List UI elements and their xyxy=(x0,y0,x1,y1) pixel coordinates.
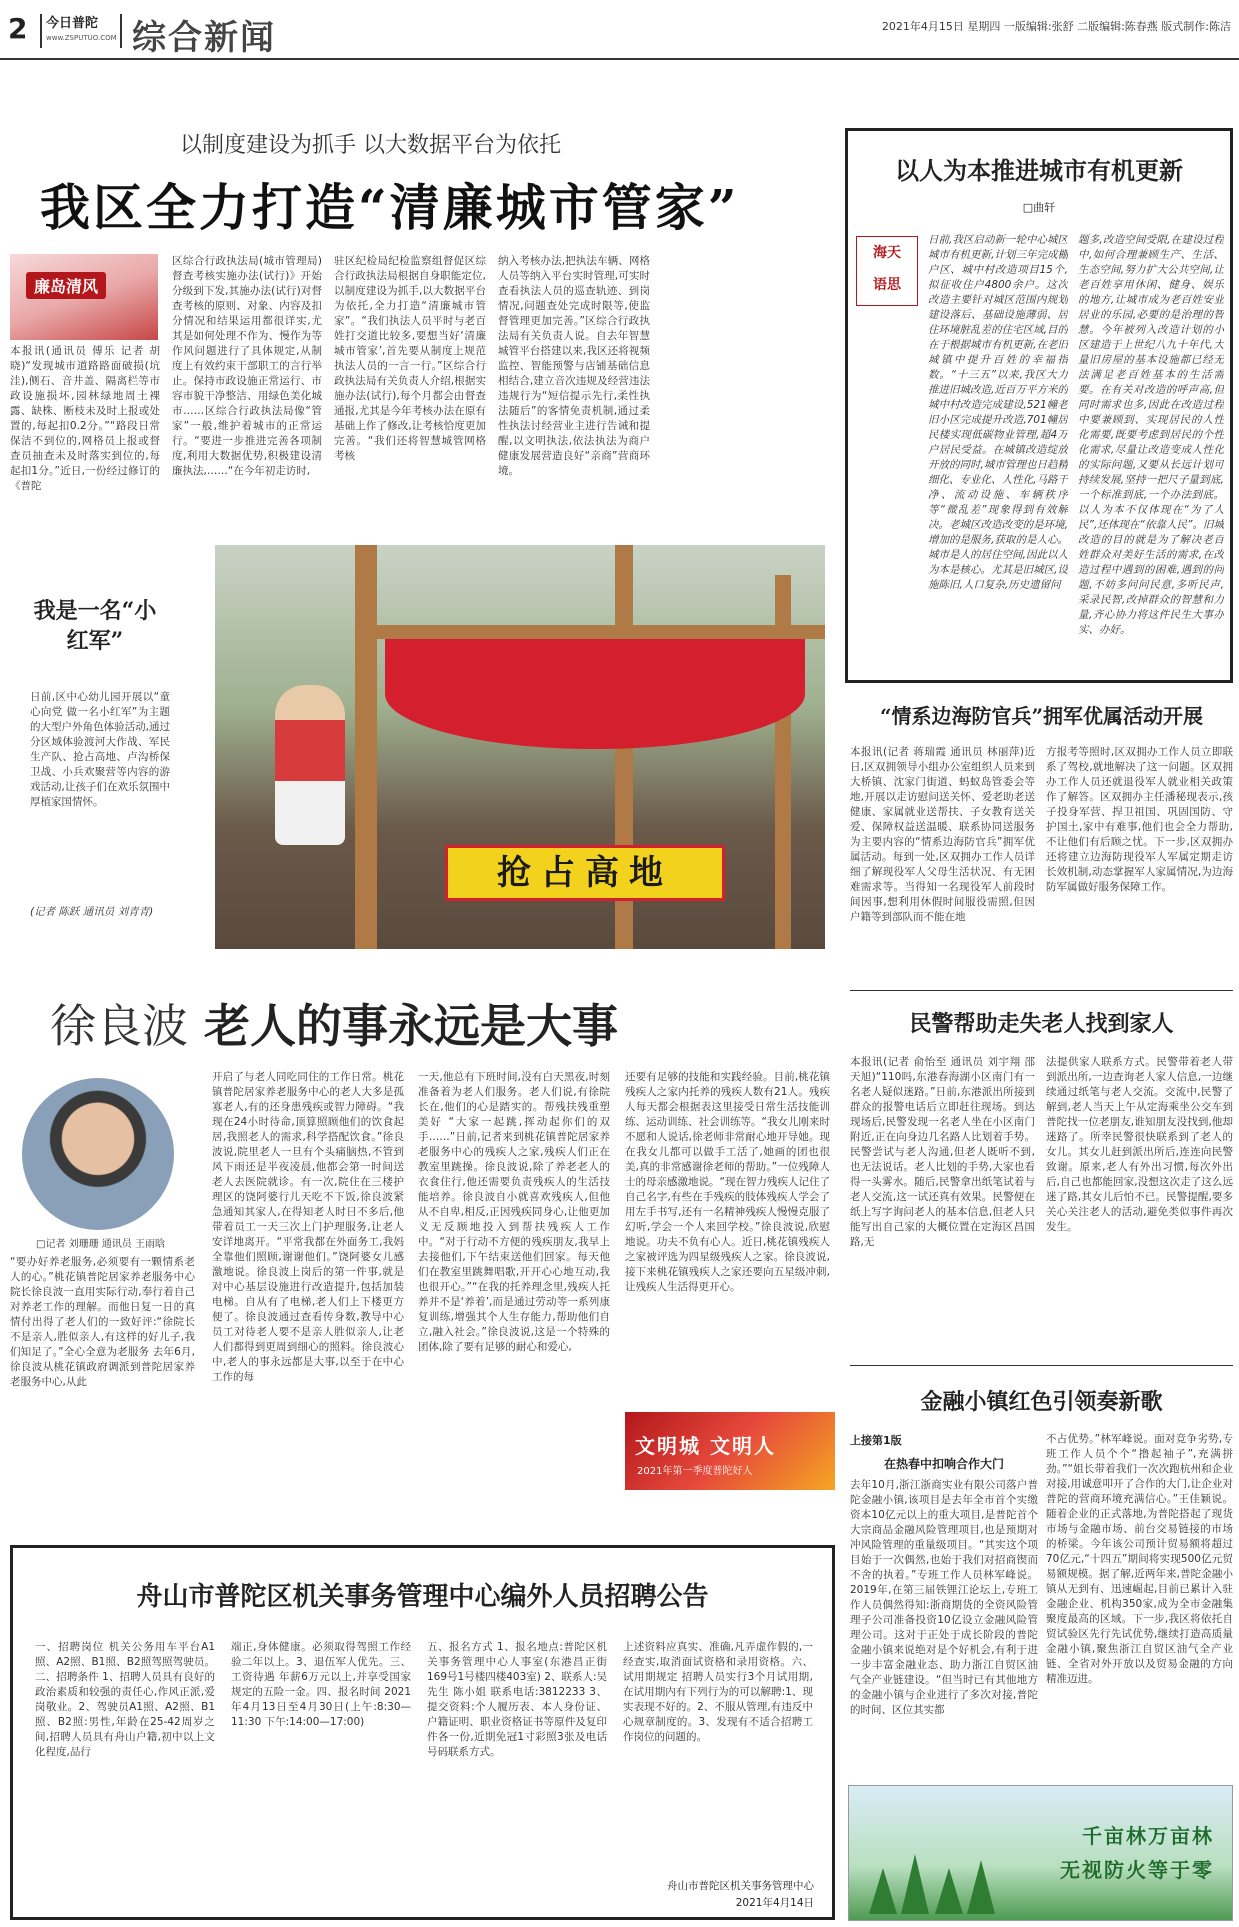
story6-col1: 去年10月,浙江浙商实业有限公司落户普陀金融小镇,该项目是去年全市首个实缴资本10亿元以上的重大项目,是普陀首个大宗商品金融风险管理项目,也是预期对冲风险管理的重量级项目。“其实这个项目始于一次偶然,也始于我们对招商锲而不舍的执着。”专班工作人员林军峰说。2019年,在第三届铁锂江论坛上,专班工作人员偶然得知:浙商期货的全资风险管理子公司准备投资10亿设立金融风险管理公司。这对于正处于成长阶段的普陀金融小镇来说绝对是个好机会,有利于进一步丰富金融业态、助力浙江自贸区油气全产业链建设。“但当时已有其他地方的金融小镇与企业进行了多次对接,普陀的时间、区位其实都 xyxy=(850,1479,1038,1716)
wood-beam xyxy=(355,625,825,639)
story1-col4: 纳入考核办法,把执法车辆、网格人员等纳入平台实时管理,可实时查看执法人员的巡查轨迹、到岗情况,问题查处完成时限等,使监督管理更加完善。”区综合行政执法局有关负责人说。自去年智慧城管平台搭建以来,我区还将视频监控、智能预警与店铺基础信息相结合,建立音次违规及经营违法违规行为“短信提示先行,柔性执法随后”的客情免责机制,通过柔性执法讨经营业主进行告诫和提醒,以文明执法,依法执法为商户健康发展营造良好“亲商”营商环境。 xyxy=(498,255,650,477)
commentary-box xyxy=(845,128,1233,683)
image-badge: 廉岛清风 xyxy=(26,272,106,299)
story1-col1: 本报讯(通讯员 傅乐 记者 胡晓)“发现城市道路路面破损(坑洼),侧石、音井盖、隔离栏等市政设施损坏,园林绿地周土裸露、缺株、断枝未及时上报或处置的,每起扣0.2分。”“路段日常保洁不到位的,网格员上报或督查员抽查未及时落实到位的,每起扣1分。”近日,一份经过修订的《普陀 xyxy=(10,345,160,492)
story4-title: 老人的事永远是大事 xyxy=(204,999,619,1053)
story1-subtitle: 以制度建设为抓手 以大数据平台为依托 xyxy=(180,133,561,158)
divider xyxy=(850,1365,1233,1366)
tree-icon xyxy=(935,1868,963,1914)
story1-headline: 我区全力打造“清廉城市管家” xyxy=(40,178,740,237)
commentary-author: □曲轩 xyxy=(1022,201,1056,214)
divider xyxy=(850,990,1233,991)
story5-headline: 民警帮助走失老人找到家人 xyxy=(909,1011,1174,1037)
fire-prevention-ad xyxy=(848,1785,1233,1921)
photo-story-title: 我是一名“小红军” xyxy=(33,598,157,654)
badge-subtitle: 2021年第一季度普陀好人 xyxy=(637,1466,753,1477)
story6-headline: 金融小镇红色引领奏新歌 xyxy=(920,1389,1163,1415)
logo-url: www.ZSPUTUO.COM xyxy=(46,34,117,42)
tree-icon xyxy=(869,1868,897,1914)
header-divider xyxy=(0,58,1239,60)
tree-icon xyxy=(901,1854,929,1914)
recruitment-sign-org: 舟山市普陀区机关事务管理中心 xyxy=(667,1880,814,1892)
recruitment-notice xyxy=(10,1545,835,1920)
badge-title: 文明城 文明人 xyxy=(635,1434,776,1458)
fire-ad-line2: 无视防火等于零 xyxy=(1060,1858,1214,1882)
child-figure xyxy=(275,685,345,845)
recruitment-sign-date: 2021年4月14日 xyxy=(735,1897,814,1909)
story3-col2: 方报考等照时,区双拥办工作人员立即联系了驾校,就地解决了这一问题。区双拥办工作人员还就退役军人就业相关政策作了解答。区双拥办主任潘秘现表示,孩子投身军营、捍卫祖国、巩固国防、守护国土,家中有难事,他们也会全力帮助,不让他们有后顾之忧。下一步,区双拥办还将建立边海防现役军人军属定期走访长效机制,动态掌握军人家属情况,为边海防军属做好服务保障工作。 xyxy=(1046,746,1233,893)
story4-name: 徐良波 xyxy=(50,999,188,1053)
story4-col2: 开启了与老人同吃同住的工作日常。桃花镇普陀居家养老服务中心的老人大多是孤寡老人,有的还身患残疾或智力障碍。“我现在24小时待命,顶算照顾他们的饮食起居,我照老人的需求,科学搭配饮食。”徐良波说,院里老人一旦有个头痛脑热,不管到风下雨还是半夜凌晨,他都会第一时间送老人去医院就诊。有一次,院住在三楼护理区的饶阿婆行儿天吃不下饭,徐良波紧急通知其家人,在得知老人时日不多后,他带着员工一天三次上门护理服务,让老人安详地离开。“平常我都在外面务工,我妈全靠他们照顾,谢谢他们。”饶阿婆女儿感激地说。徐良波上岗后的第一件事,就是对中心基层设施进行改造提升,包括加装电梯。自从有了电梯,老人们上下楼更方便了。徐良波通过查看传身数,教导中心员工对待老人要不是亲人胜似亲人,让老人们都得到更周到细心的照料。徐良波心中,老人的事永远都是大事,以至于在中心工作的每 xyxy=(212,1071,404,1383)
story4-col1: “要办好养老服务,必须要有一颗情系老人的心。”桃花镇普陀居家养老服务中心院长徐良波一直用实际行动,奉行着自己对养老工作的理解。而他日复一日的真情付出得了老人们的一致好评:“徐院长不是亲人,胜似亲人,有这样的好儿子,我们知足了。”全心全意为老服务 去年6月,徐良波从桃花镇政府调派到普陀居家养老服务中心,从此 xyxy=(10,1256,195,1388)
kindergarten-photo xyxy=(215,545,825,949)
section-title: 综合新闻 xyxy=(132,18,276,58)
photo-story-caption: 日前,区中心幼儿园开展以“童心向党 做一名小红军”为主题的大型户外角色体验活动,通过分区域体验渡河大作战、军民生产队、抢占高地、卢沟桥保卫战、小兵欢聚营等内容的游戏活动,让孩子们在欢乐氛围中厚植家国情怀。 xyxy=(30,691,170,808)
newspaper-logo xyxy=(40,14,122,48)
red-banner xyxy=(385,639,805,749)
recruitment-col3: 五、报名方式 1、报名地点:普陀区机关事务管理中心人事室(东港昌正街169号1号楼四楼403室) 2、联系人:吴先生 陈小姐 联系电话:3812233 3、提交资料:个人履历表、本人身份证、户籍证明、职业资格证书等原件及复印件各一份,近期免冠1寸彩照3张及电话号码联系方式。 xyxy=(427,1641,607,1758)
story1-col2: 区综合行政执法局(城市管理局)督查考核实施办法(试行)》开始分级到下发,其施办法(试行)对督查考核的原则、对象、内容及扣分情况和结果运用都很详实,尤其是如何处理不作为、慢作为等作风问题进行了具体规定,从制度上有效约束干部职工的言行举止。保持市政设施正常运行、市容市貌干净整洁、用绿色美化城市……区综合行政执法局像“管家”一般,维护着城市的正常运行。“要进一步推进完善各项制度,利用大数据优势,积极建设清廉执法,……“在今年初走访时, xyxy=(172,255,322,477)
recruitment-col4: 上述资料应真实、准确,凡弄虚作假的,一经查实,取消面试资格和录用资格。六、试用期规定 招聘人员实行3个月试用期,在试用期内有下列行为的可以解聘:1、现实表现不好的。2、不服从管理,有违反中心规章制度的。3、发现有不适合招聘工作岗位的问题的。 xyxy=(623,1641,813,1743)
portrait-caption: □记者 刘珊珊 通讯员 王雨晗 xyxy=(36,1239,165,1250)
continued-from: 上接第1版 xyxy=(850,1434,902,1447)
story4-headline xyxy=(50,990,618,1056)
portrait-photo xyxy=(22,1078,174,1230)
story6-col2: 不占优势。”林军峰说。面对竞争劣势,专班工作人员个个“撸起袖子”,充满拼劲。”“姐长带着我们一次次跑杭州和企业对接,用诚意叩开了合作的大门,让企业对普陀的营商环境充满信心。”王佳颖说。随着企业的正式落地,为普陀搭起了现货市场与金融市场、前台交易链接的市场的桥梁。今年该公司预计贸易额将超过70亿元,“十四五”期间将实现500亿元贸易额规模。据了解,近两年来,普陀金融小镇从无到有、迅速崛起,目前已累计入驻金融企业、机构350家,成为全市金融集聚度最高的区域。下一步,我区将依托自贸试验区先行先试优势,继续打造高质量金融小镇,聚焦浙江自贸区油气全产业链、全省对外开放以及贸易金融的方向精准迈进。 xyxy=(1046,1433,1233,1685)
photo-story-credit: (记者 陈跃 通讯员 刘青青) xyxy=(30,906,154,918)
commentary-headline: 以人为本推进城市有机更新 xyxy=(895,156,1183,185)
commentary-col1: 日前,我区启动新一轮中心城区城市有机更新,计划三年完成棚户区、城中村改造项目15个,拟征收住户4800余户。这次改造主要针对城区范围内规划建设落后、基础设施薄弱、居住环境脏乱差的住宅区域,目的在于根据城市有机更新,在老旧城镇中提升百姓的幸福指数。“十三五”以来,我区大力推进旧城改造,近百万平方米的城中村改造完成建设,521幢老旧小区完成提升改造,701幢居民楼实现低碳物业管理,超4万户居民受益。在城镇改造绽放开放的同时,城市管理也日趋精细化、专业化、人性化,马路干净、流动设施、车辆秩序等“微乱差”现象得到有效解决。老城区改造改变的是环境,增加的是服务,获取的是人心。城市是人的居住空间,因此以人为本是核心。尤其是旧城区,设施陈旧,人口复杂,历史遗留问 xyxy=(928,234,1068,591)
column-badge xyxy=(856,236,918,306)
recruitment-headline: 舟山市普陀区机关事务管理中心编外人员招聘公告 xyxy=(136,1582,709,1612)
lian-dao-qing-feng-image xyxy=(10,254,158,340)
wood-post xyxy=(355,545,377,949)
logo-text: 今日普陀 xyxy=(46,16,99,31)
story4-col4: 还要有足够的技能和实践经验。目前,桃花镇残疾人之家内托养的残疾人数有21人。残疾人每天都会根据表这里接受日常生活技能训练、运动训练、社会训练等。“我女儿刚来时不愿和人说话,徐老师非常耐心地开导她。现在我女儿都可以做手工活了,她画的团也很美,真的非常感谢徐老师的帮助。”一位残障人士的母亲感激地说。“现在智力残疾人记住了自己名字,有些在手残疾的肢体残疾人学会了用左手书写,还有一名精神残疾人慢慢克服了幻听,学会一个人来回学校。”徐良波说,欣慰地说。功夫不负有心人。近日,桃花镇残疾人之家被评选为四星级残疾人之家。徐良波说,接下来桃花镇残疾人之家还要向五星级冲刺,让残疾人生活得更开心。 xyxy=(625,1071,830,1293)
good-people-badge xyxy=(625,1412,835,1490)
recruitment-col1: 一、招聘岗位 机关公务用车平台A1照、A2照、B1照、B2照驾照驾驶员。二、招聘条件 1、招聘人员具有良好的政治素质和较强的责任心,作风正派,爱岗敬业。2、驾驶员A1照、A2照、B1照、B2照:男性,年龄在25-42周岁之间,招聘人员具有舟山户籍,初中以上文化程度,品行 xyxy=(35,1641,215,1758)
recruitment-col2: 端正,身体健康。必须取得驾照工作经验二年以上。3、退伍军人优先。三、工资待遇 年薪6万元以上,并享受国家规定的五险一金。四、报名时间 2021年4月13日至4月30日(上午:8:30—11:30 下午:14:00—17:00) xyxy=(231,1641,411,1728)
story5-col1: 本报讯(记者 俞怡至 通讯员 刘宇翔 邵天旭)“110吗,东港春海湖小区南门有一名老人疑似迷路。”日前,东港派出所接到群众的报警电话后立即赶往现场。到达现场后,民警发现一名老人坐在小区南门附近,正在向身边几名路人比划着手势。民警尝试与老人沟通,但老人既听不到,也无法说话。老人比划的手势,大家也看得一头雾水。随后,民警拿出纸笔试着与老人交流,这一试还真有效果。民警便在纸上写字询问老人的基本信息,但老人只能写出自己家的大概位置在定海区昌国路,无 xyxy=(850,1056,1035,1248)
page-number: 2 xyxy=(8,12,28,45)
story1-col3: 驻区纪检局纪检监察组督促区综合行政执法局根据自身职能定位,以制度建设为抓手,以大数据平台为依托,全力打造“清廉城市管家”。“我们执法人员平时与老百姓打交道比较多,要想当好‘清廉城市管家’,首先要从制度上规范执法人员的一言一行。”区综合行政执法局有关负责人介绍,根据实施办法(试行),每个月都会由督查通报,尤其是今年考核办法在原有基础上作了修改,让考核恰度更加完善。“我们还将智慧城管网格考核 xyxy=(334,255,486,462)
photo-sign: 抢占高地 xyxy=(445,845,725,901)
column-badge-line1: 海天 xyxy=(873,245,901,261)
story4-col3: 一天,他总有下班时间,没有白天黑夜,时刻准备着为老人们服务。老人们说,有徐院长在,他们的心是踏实的。帮残扶残重塑美好 “大家一起跳,挥动起你们的双手……”日前,记者来到桃花镇普陀居家养老服务中心的残疾人之家,残疾人们正在教室里跳操。徐良波说,除了养老老人的衣食住行,他还需要负责残疾人的生活技能培养。徐良波自小就喜欢残疾人,但他从不自卑,相反,正因残疾同身心,让他更加义无反顾地投入到帮扶残疾人工作中。“对于行动不方便的残疾朋友,我早上去接他们,下午结束送他们回家。每天他们在教室里跳舞唱歌,开开心心地互动,我也很开心。”“在我的托养理念里,残疾人托养并不是‘养着’,而是通过劳动等一系列康复训练,增强其个人生存能力,帮助他们自立,融入社会。”徐良波说,这是一个特殊的团体,除了要有足够的耐心和爱心, xyxy=(418,1071,610,1353)
story3-col1: 本报讯(记者 蒋瑞霞 通讯员 林丽萍)近日,区双拥领导小组办公室组织人员来到大桥镇、沈家门街道、蚂蚁岛管委会等地,开展以走访慰问送关怀、爱老助老送健康、家属就业送帮扶、子女教育送关爱、保障权益送温暖、联系协同送服务为主要内容的“情系边海防官兵”拥军优属活动。每到一处,区双拥办工作人员详细了解现役军人父母生活状况、有无困难需求等。当得知一名现役军人前段时间因事,想利用休假时间服役需照,但因户籍等到部队而不能在地 xyxy=(850,746,1035,923)
story6-subhead: 在热春中扣响合作大门 xyxy=(883,1457,1004,1471)
fire-ad-line1: 千亩林万亩林 xyxy=(1082,1824,1214,1848)
column-badge-line2: 语思 xyxy=(873,277,901,293)
commentary-col2: 题多,改造空间受限,在建设过程中,如何合理兼顾生产、生活、生态空间,努力扩大公共空间,让老百姓享用休闲、健身、娱乐的地方,让城市成为老百姓安业居业的乐园,必要的是治理的智慧。今年被列入改造计划的小区建造于上世纪八九十年代,大量旧房屋的基本设施都已经无法满足老百姓基本的生活需要。在有关对改造的呼声高,但同时需求也多,因此在改造过程中要兼顾到、实现居民的人性化需要,既要考虑到居民的个性化需求,尽量让改造变成人性化的实际问题,又要从长远计划可持续发展,坚持一把尺子量到底,一个标准到底,一个办法到底。以人为本不仅体现在“为了人民”,还体现在“依靠人民”。旧城改造的目的就是为了解决老百姓群众对美好生活的需求,在改造过程中遇到的困难,遇到的问题,不妨多问问民意,多听民声,采录民智,改掉群众的智慧和力量,齐心协力将这件民生大事办实、办好。 xyxy=(1078,234,1224,636)
story5-col2: 法提供家人联系方式。民警带着老人带到派出所,一边查询老人家人信息,一边继续通过纸笔与老人交流。交流中,民警了解到,老人当天上午从定海乘坐公交车到普陀找一位老朋友,谁知朋友没找到,他却迷路了。所幸民警很快联系到了老人的女儿。其女儿赶到派出所后,连连向民警致谢。原来,老人有外出习惯,每次外出后,自己也都能回家,没想这次走了这么远迷了路,其女儿后怕不已。民警提醒,要多关心关注老人的活动,避免类似事件再次发生。 xyxy=(1046,1056,1233,1233)
issue-meta: 2021年4月15日 星期四 一版编辑:张舒 二版编辑:陈春燕 版式制作:陈洁 xyxy=(881,20,1231,33)
tree-icon xyxy=(967,1860,995,1914)
story3-headline: “情系边海防官兵”拥军优属活动开展 xyxy=(879,704,1203,728)
